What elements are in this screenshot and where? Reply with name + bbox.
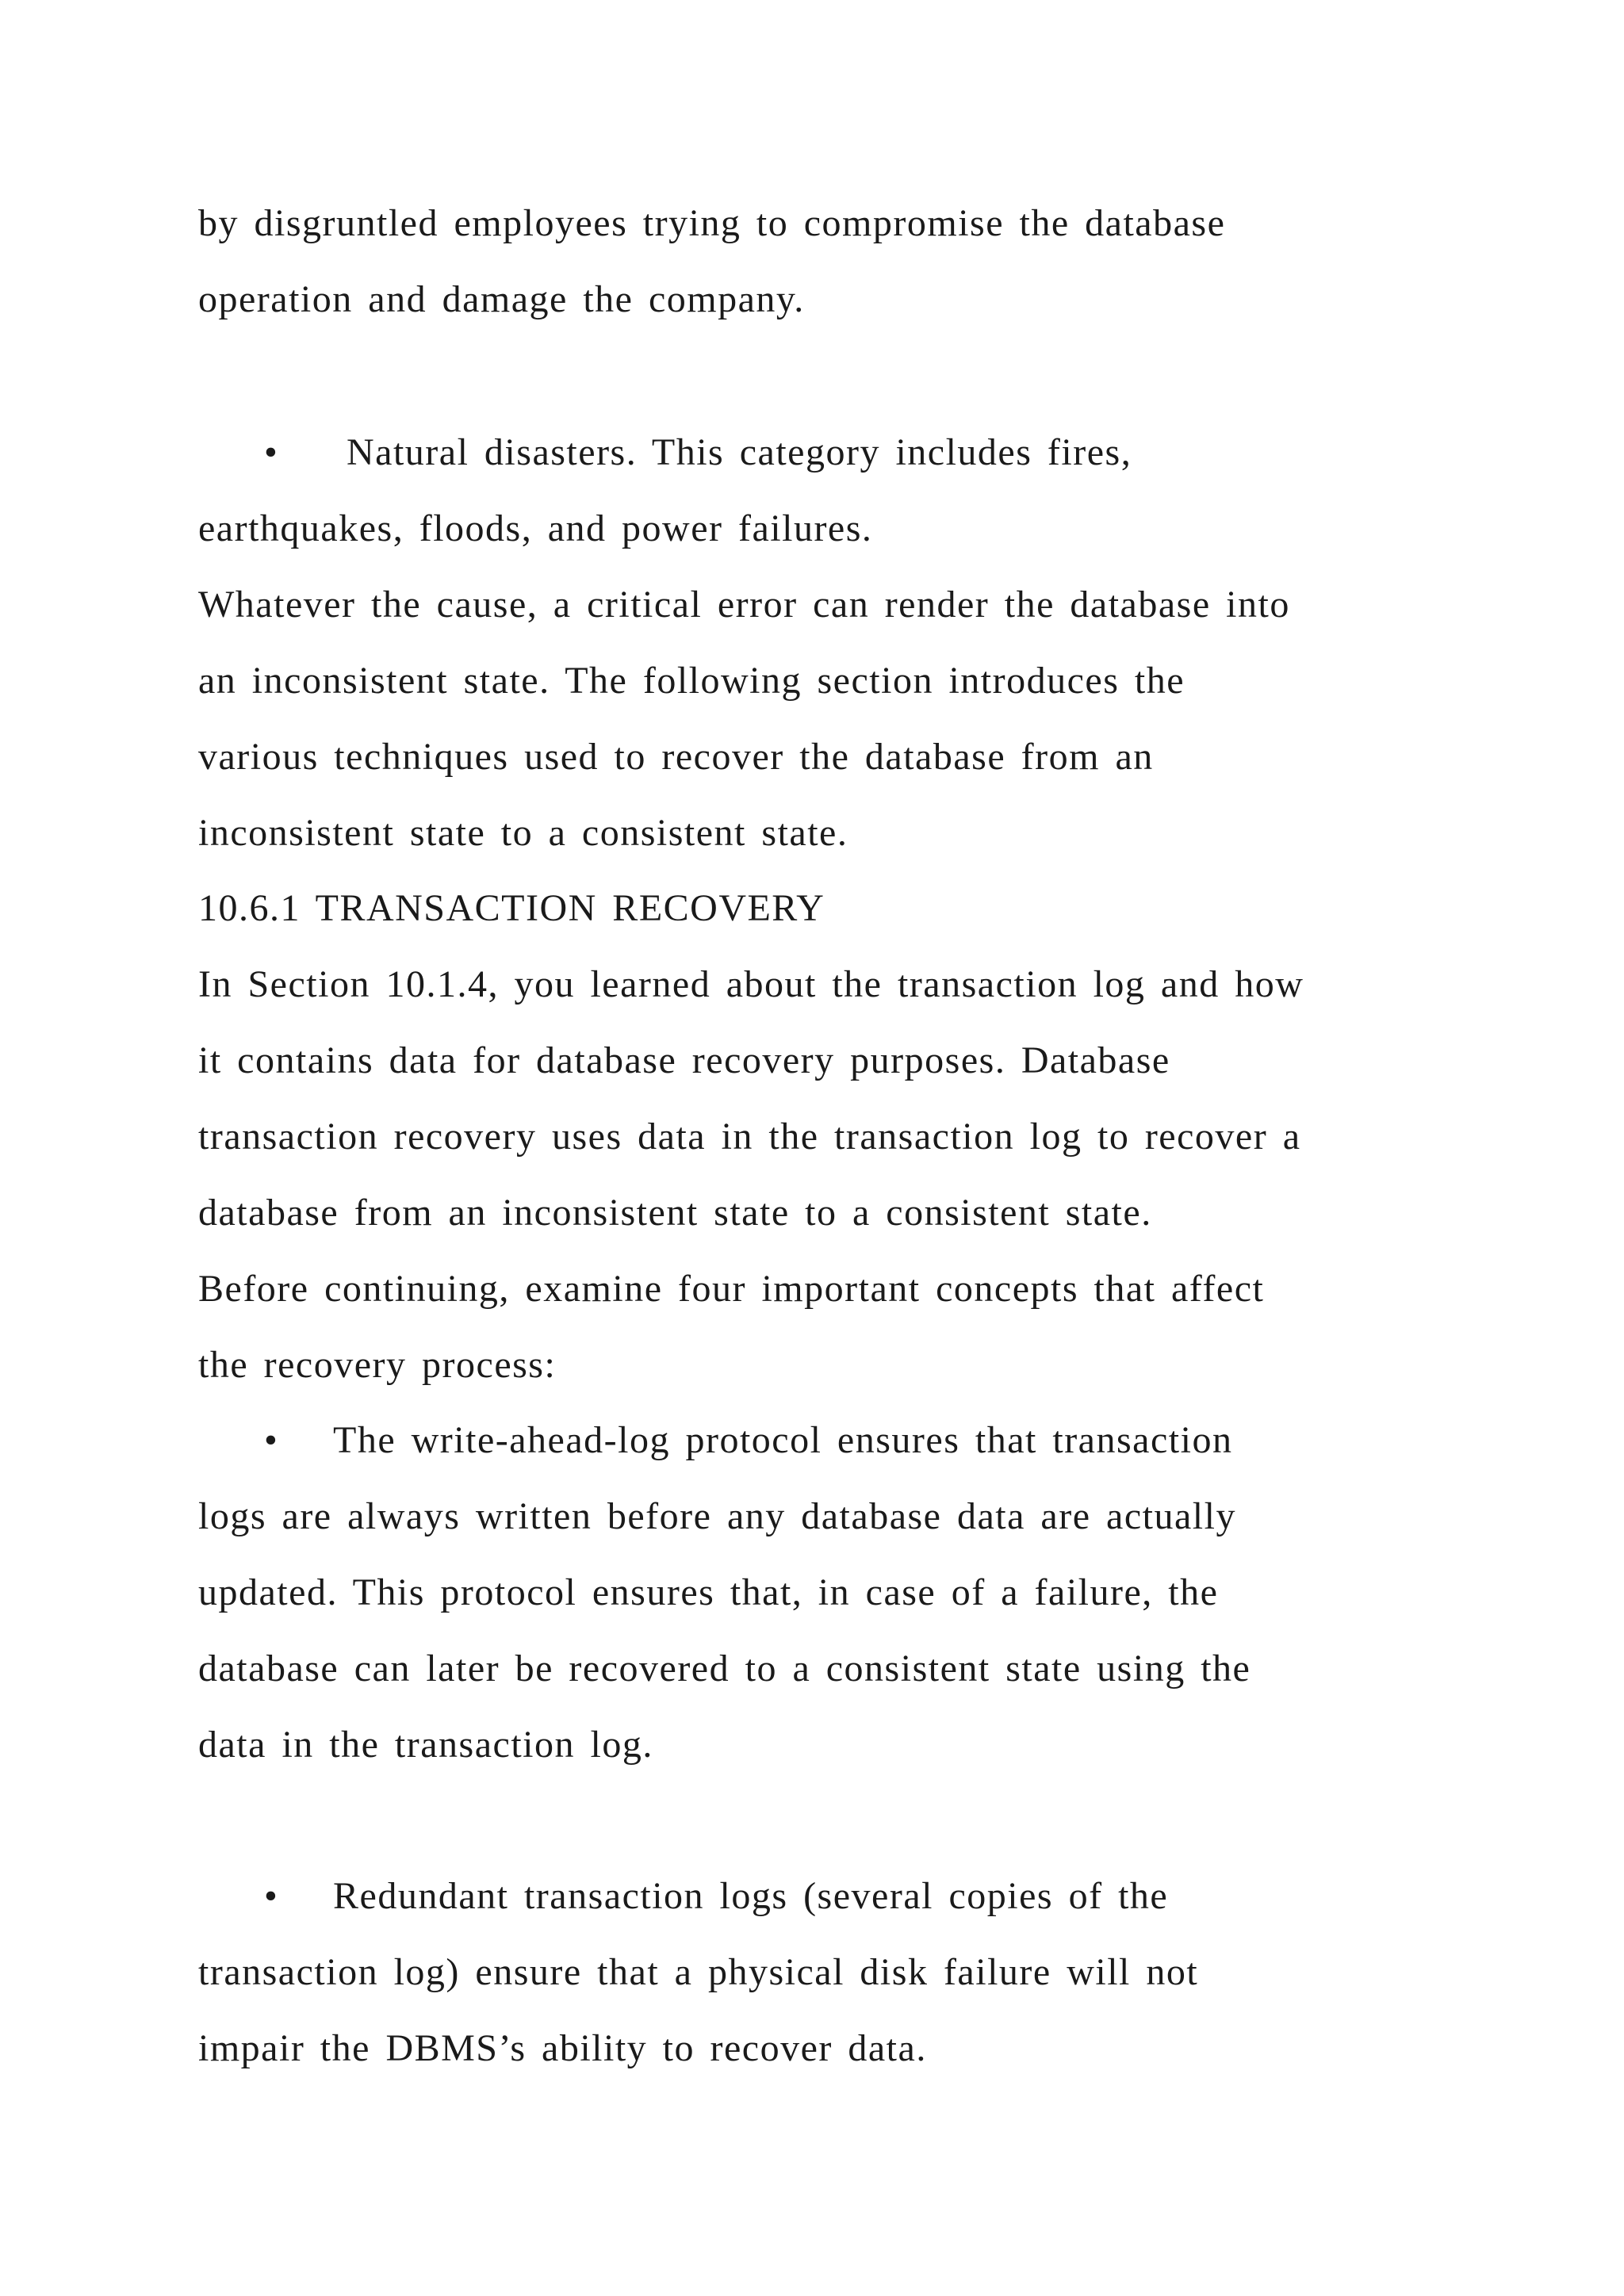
- paragraph-line: database from an inconsistent state to a consistent state.: [198, 1192, 1152, 1234]
- bullet-item-continuation: updated. This protocol ensures that, in case of a failure, the: [198, 1571, 1219, 1613]
- paragraph-line: transaction recovery uses data in the transaction log to recover a: [198, 1115, 1301, 1158]
- paragraph-line: it contains data for database recovery purposes. Database: [198, 1039, 1170, 1081]
- bullet-item-text: The write-ahead-log protocol ensures that transaction: [333, 1419, 1233, 1461]
- paragraph-line: Whatever the cause, a critical error can render the database into: [198, 584, 1290, 626]
- paragraph-line: Before continuing, examine four important concepts that affect: [198, 1268, 1265, 1310]
- paragraph-line: In Section 10.1.4, you learned about the transaction log and how: [198, 963, 1304, 1005]
- bullet-item-continuation: earthquakes, floods, and power failures.: [198, 507, 873, 549]
- bullet-item-continuation: transaction log) ensure that a physical disk failure will not: [198, 1951, 1199, 1993]
- bullet-item-continuation: impair the DBMS’s ability to recover data.: [198, 2027, 927, 2069]
- paragraph-line: inconsistent state to a consistent state.: [198, 812, 848, 854]
- bullet-icon: •: [264, 1875, 278, 1917]
- paragraph-line: an inconsistent state. The following section introduces the: [198, 660, 1185, 702]
- bullet-item-text: Natural disasters. This category includes fires,: [347, 431, 1132, 473]
- paragraph-line: various techniques used to recover the database from an: [198, 736, 1154, 778]
- bullet-icon: •: [264, 431, 278, 473]
- section-heading: 10.6.1 TRANSACTION RECOVERY: [198, 887, 825, 929]
- paragraph-line: by disgruntled employees trying to compromise the database: [198, 202, 1226, 244]
- paragraph-line: operation and damage the company.: [198, 278, 805, 320]
- bullet-item-text: Redundant transaction logs (several copies of the: [333, 1875, 1169, 1917]
- bullet-icon: •: [264, 1419, 278, 1461]
- bullet-item-continuation: data in the transaction log.: [198, 1724, 653, 1766]
- bullet-item-continuation: database can later be recovered to a consistent state using the: [198, 1647, 1251, 1689]
- paragraph-line: the recovery process:: [198, 1344, 557, 1386]
- bullet-item-continuation: logs are always written before any database data are actually: [198, 1495, 1236, 1537]
